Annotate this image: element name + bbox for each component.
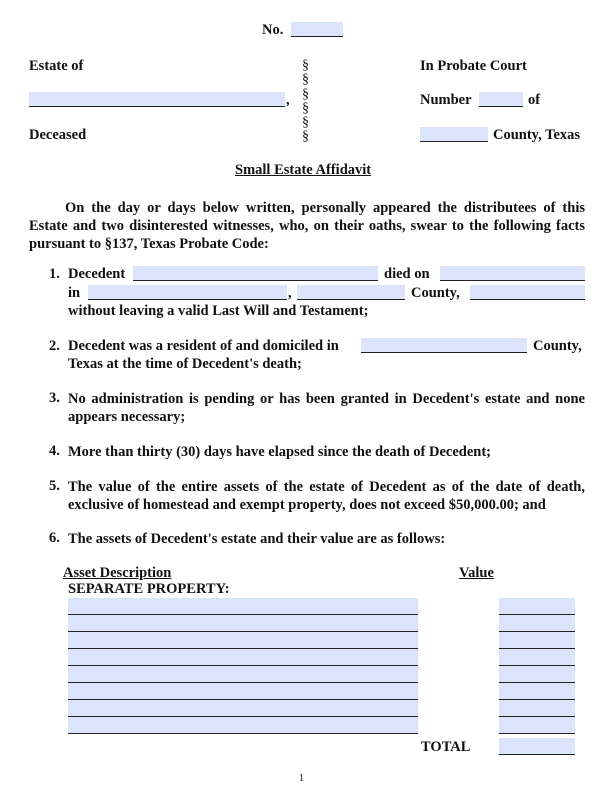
asset-description-field[interactable] — [68, 700, 418, 717]
asset-description-header: Asset Description — [63, 565, 172, 581]
item-6-text: The assets of Decedent's estate and their value are as follows: — [68, 531, 446, 547]
item-1-rest: without leaving a valid Last Will and Testament; — [68, 303, 369, 319]
county-texas-label: County, Texas — [493, 127, 581, 143]
asset-description-field[interactable] — [68, 615, 418, 632]
intro-paragraph: On the day or days below written, personally appeared the distributees of this Estate and two disinterested witnesses, who, on their oaths, swear to the following facts pursuant to §137, Texas Probate Code: — [29, 200, 585, 252]
item-6-number: 6. — [49, 530, 60, 546]
item-4-number: 4. — [49, 443, 60, 459]
total-value-field[interactable] — [499, 738, 575, 755]
item-5-number: 5. — [49, 478, 60, 494]
case-number-field[interactable] — [291, 22, 343, 37]
county-field[interactable] — [420, 127, 488, 142]
item-1-number: 1. — [49, 266, 60, 282]
item-5-text: The value of the entire assets of the estate of Decedent as of the date of death, exclusive of homestead and exempt property, does not exceed $50,000.00; and — [68, 479, 585, 513]
asset-value-field[interactable] — [499, 632, 575, 649]
of-label: of — [528, 92, 541, 108]
death-city-field[interactable] — [88, 285, 287, 300]
item-2-county-label: County, — [533, 338, 582, 354]
decedent-name-field[interactable] — [133, 266, 378, 281]
asset-description-field[interactable] — [68, 632, 418, 649]
section-symbol: § — [302, 115, 309, 130]
section-symbol: § — [302, 129, 309, 144]
document-title: Small Estate Affidavit — [235, 162, 372, 178]
asset-description-field[interactable] — [68, 649, 418, 666]
total-label: TOTAL — [421, 739, 471, 755]
date-of-death-field[interactable] — [440, 266, 585, 281]
death-city-comma: , — [288, 285, 292, 301]
item-4-text: More than thirty (30) days have elapsed since the death of Decedent; — [68, 444, 492, 460]
item-3-text: No administration is pending or has been granted in Decedent's estate and none appears necessary; — [68, 391, 585, 425]
deceased-label: Deceased — [29, 127, 87, 143]
court-label: In Probate Court — [420, 58, 527, 74]
asset-value-field[interactable] — [499, 649, 575, 666]
asset-value-field[interactable] — [499, 615, 575, 632]
no-label: No. — [262, 22, 284, 38]
estate-of-label: Estate of — [29, 58, 84, 74]
asset-description-field[interactable] — [68, 666, 418, 683]
item-2-number: 2. — [49, 338, 60, 354]
section-symbol: § — [302, 72, 309, 87]
section-symbol: § — [302, 58, 309, 73]
asset-description-field[interactable] — [68, 683, 418, 700]
separate-property-label: SEPARATE PROPERTY: — [68, 581, 230, 597]
value-header: Value — [459, 565, 494, 581]
asset-value-field[interactable] — [499, 717, 575, 734]
item-2-line2: Texas at the time of Decedent's death; — [68, 356, 302, 372]
death-state-field[interactable] — [470, 285, 585, 300]
asset-value-field[interactable] — [499, 683, 575, 700]
section-symbol: § — [302, 87, 309, 102]
item-3-number: 3. — [49, 390, 60, 406]
in-label: in — [68, 285, 81, 301]
county-comma-label: County, — [411, 285, 460, 301]
died-on-label: died on — [384, 266, 430, 282]
number-label: Number — [420, 92, 472, 108]
death-county-field[interactable] — [297, 285, 405, 300]
section-symbol: § — [302, 101, 309, 116]
page-number: 1 — [299, 773, 304, 784]
asset-description-field[interactable] — [68, 717, 418, 734]
asset-value-field[interactable] — [499, 598, 575, 615]
residence-county-field[interactable] — [361, 338, 527, 353]
estate-name-comma: , — [286, 92, 290, 108]
court-number-field[interactable] — [479, 92, 523, 107]
item-2-line1: Decedent was a resident of and domiciled in — [68, 338, 339, 354]
asset-value-field[interactable] — [499, 700, 575, 717]
asset-description-field[interactable] — [68, 598, 418, 615]
estate-name-field[interactable] — [29, 92, 285, 107]
decedent-label: Decedent — [68, 266, 126, 282]
asset-value-field[interactable] — [499, 666, 575, 683]
